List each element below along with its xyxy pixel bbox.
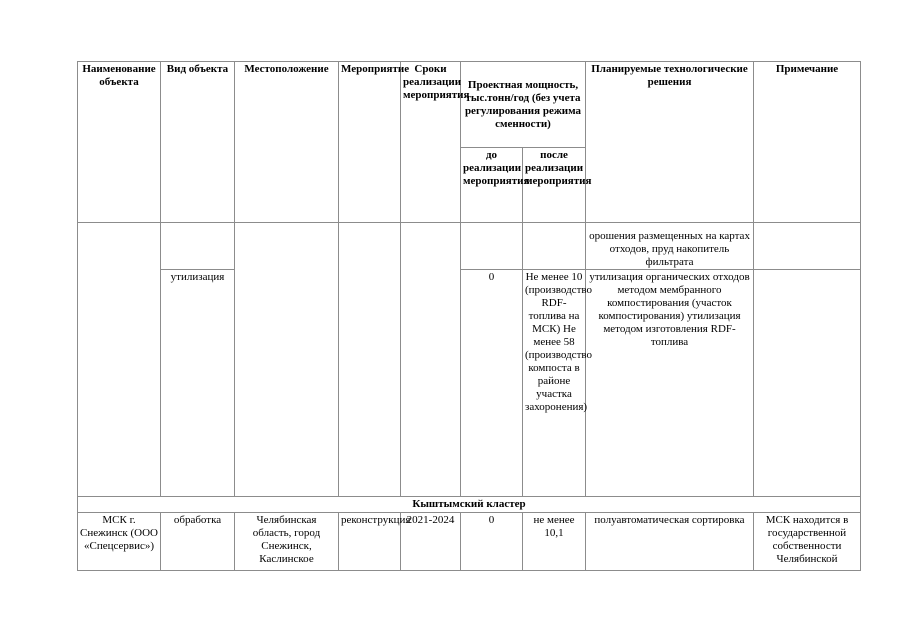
cell-after-msk: не менее 10,1 xyxy=(523,513,586,571)
cell-after-cont-a xyxy=(523,223,586,270)
cell-after-utilization: Не менее 10 (производство RDF-топлива на МСК) Не менее 58 (производство компоста в районе участка захоронения) xyxy=(523,270,586,497)
cell-tech-utilization: утилизация органических отходов методом мембранного компостирования (участок компостирования) утилизация методом изготовления RDF-топлива xyxy=(586,270,754,497)
header-after: после реализации мероприятия xyxy=(523,148,586,223)
header-event: Мероприятие xyxy=(339,62,401,223)
cell-event-cont xyxy=(339,223,401,497)
cell-note-msk: МСК находится в государственной собственности Челябинской xyxy=(754,513,861,571)
cell-location-cont xyxy=(235,223,339,497)
cell-terms-msk: 2021-2024 xyxy=(401,513,461,571)
cluster-title: Кыштымский кластер xyxy=(78,497,861,513)
header-tech: Планируемые технологические решения xyxy=(586,62,754,223)
facilities-table xyxy=(77,61,861,571)
cell-tech-msk: полуавтоматическая сортировка xyxy=(586,513,754,571)
cell-tech-cont-a: орошения размещенных на картах отходов, пруд накопитель фильтрата xyxy=(586,223,754,270)
header-note: Примечание xyxy=(754,62,861,223)
cell-terms-cont xyxy=(401,223,461,497)
cell-name-msk: МСК г. Снежинск (ООО «Спецсервис») xyxy=(78,513,161,571)
header-name: Наименование объекта xyxy=(78,62,161,223)
cell-before-cont-a xyxy=(461,223,523,270)
cell-note-cont-a xyxy=(754,223,861,270)
cell-event-msk: реконструкция xyxy=(339,513,401,571)
cell-type-utilization: утилизация xyxy=(161,270,235,497)
header-type: Вид объекта xyxy=(161,62,235,223)
header-capacity: Проектная мощность, тыс.тонн/год (без учета регулирования режима сменности) xyxy=(461,62,586,148)
cell-before-msk: 0 xyxy=(461,513,523,571)
cell-location-msk: Челябинская область, город Снежинск, Каслинское xyxy=(235,513,339,571)
header-terms: Сроки реализации мероприятия xyxy=(401,62,461,223)
cell-before-utilization: 0 xyxy=(461,270,523,497)
cell-note-utilization xyxy=(754,270,861,497)
cell-type-cont-a xyxy=(161,223,235,270)
header-before: до реализации мероприятия xyxy=(461,148,523,223)
cell-name-cont xyxy=(78,223,161,497)
header-location: Местоположение xyxy=(235,62,339,223)
cell-type-msk: обработка xyxy=(161,513,235,571)
